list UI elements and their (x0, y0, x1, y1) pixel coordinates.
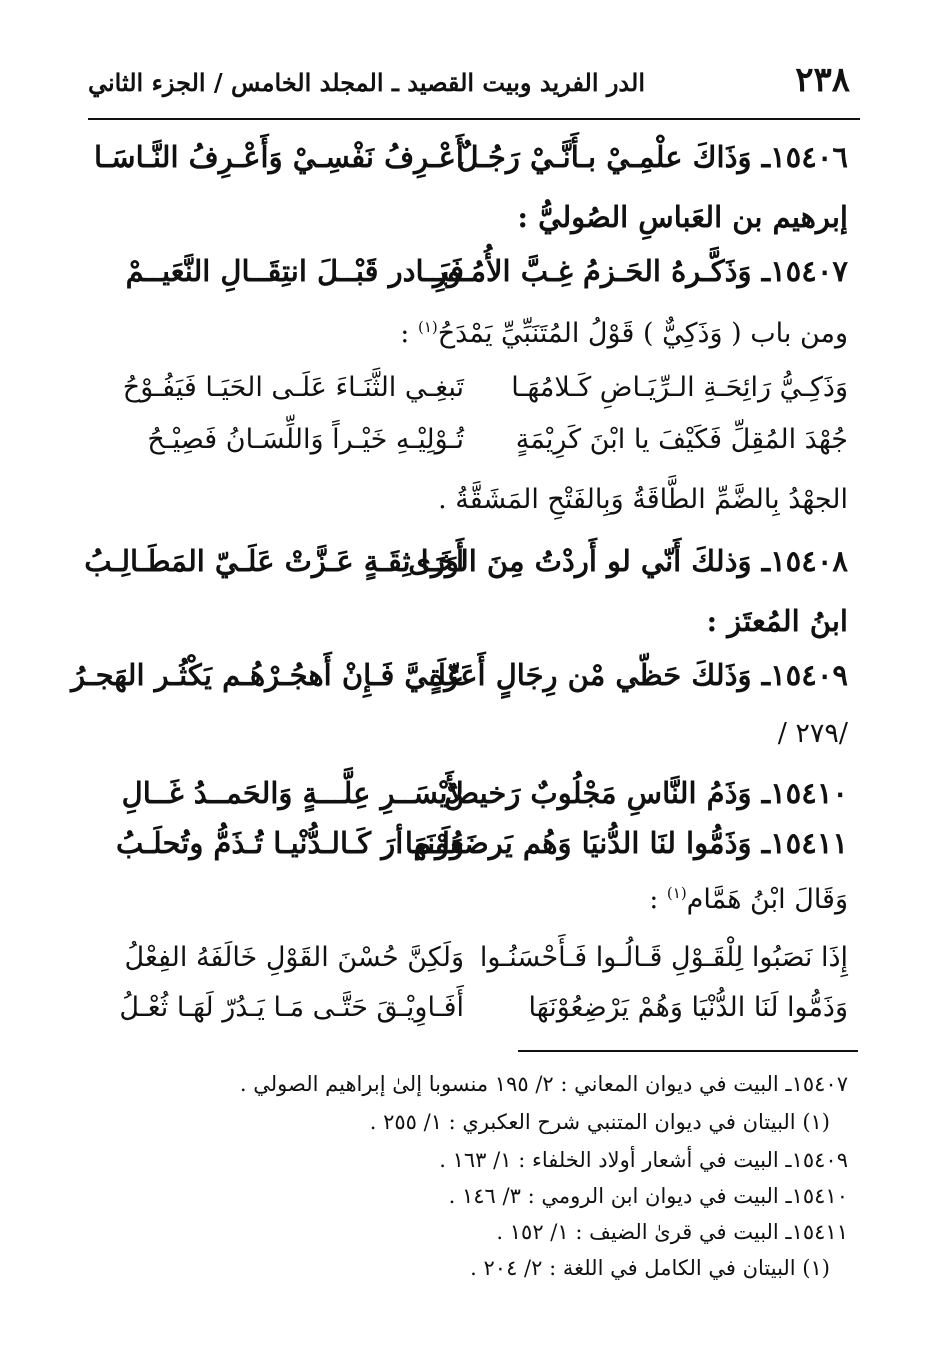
verse-first-hemistich: ١٥٤٠٨ـ وَذلكَ أَنّي لو أَردْتُ مِنَ الوَرَى (408, 544, 848, 578)
footnote-15409: ١٥٤٠٩ـ البيت في أشعار أولاد الخلفاء : ١/ ١٦٣ . (439, 1148, 848, 1172)
footnote-15411: ١٥٤١١ـ البيت في قرىٰ الضيف : ١/ ١٥٢ . (496, 1220, 848, 1244)
section-intro-colon: : (649, 884, 667, 915)
footnote-marker: (١) (417, 318, 438, 336)
section-intro-colon: : (400, 318, 418, 349)
footnote-15407: ١٥٤٠٧ـ البيت في ديوان المعاني : ٢/ ١٩٥ منسوبا إلىٰ إبراهيم الصولي . (239, 1072, 848, 1096)
header-rule (88, 118, 860, 120)
verse-first-hemistich: ١٥٤٠٦ـ وَذَاكَ علْمِـيْ بـأَنَّـيْ رَجُـلٌ (457, 140, 848, 174)
footnote-mutanabbi: (١) البيتان في ديوان المتنبي شرح العكبري : ١/ ٢٥٥ . (369, 1110, 830, 1134)
verse-second-hemistich: أَخَـا ثِقَـةٍ عَـزَّتْ عَلَـيّ المَطَـالِـبُ (84, 544, 464, 578)
verse-second-hemistich: وَلَكِنَّ حُسْنَ القَوْلِ خَالَفَهُ الفِعْلُ (124, 942, 464, 973)
verse-second-hemistich: أَعْـرِفُ نَفْسِـيْ وَأَعْـرِفُ النَّـاسَـا (93, 140, 464, 174)
footnote-rule (518, 1050, 858, 1052)
verse-second-hemistich: عَلَـيَّ فَـإِنْ أَهجُـرْهُـم يَكْثُـر الهَجـرُ (71, 658, 464, 692)
verse-second-hemistich: فَبَــادر قَبْــلَ انتِقَــالِ النَّعَيــمْ (125, 254, 464, 288)
verse-first-hemistich: وَذَمُّوا لَنَا الدُّنْيَا وَهُمْ يَرْضِعُوْنَهَا (528, 992, 848, 1023)
verse-first-hemistich: ١٥٤١٠ـ وَذَمُ النَّاسِ مَجْلُوبٌ رَخيصٌ (444, 776, 848, 810)
verse-second-hemistich: لأَيْسَــرِ عِلَّـــةٍ وَالحَمــدُ غَــالِ (121, 776, 464, 810)
poet-attribution: إبرهيم بن العَباسِ الصُوليُّ : (517, 200, 848, 234)
verse-first-hemistich: وَذَكِـيُّ رَائِحَـةِ الـرِّيَـاضِ كَـلامُهَـا (511, 372, 848, 403)
verse-second-hemistich: تَبغِـي الثَّنَـاءَ عَلَـى الحَيَـا فَيَفُـوْحُ (122, 372, 464, 403)
verse-first-hemistich: ١٥٤١١ـ وَذَمُّوا لنَا الدُّنيَا وَهُم يَرضَعُوْنَهَا (404, 826, 848, 860)
section-intro (90, 318, 848, 349)
footnote-ibn-hammam: (١) البيتان في الكامل في اللغة : ٢/ ٢٠٤ . (470, 1256, 830, 1280)
verse-second-hemistich: تُـوْلِيْـهِ خَيْـراً وَاللِّسَـانُ فَصِيْـحُ (147, 424, 464, 455)
gloss-note: الجهْدُ بِالضَّمِّ الطَّاقَةُ وَبِالفَتْحِ المَشَقَّةُ . (438, 484, 848, 515)
page-number: ٢٣٨ (795, 60, 850, 100)
page-header (88, 60, 850, 104)
manuscript-folio-marker: /٢٧٩ / (777, 718, 848, 749)
verse-first-hemistich: ١٥٤٠٧ـ وَذَكَّـرهُ الحَـزمُ غِـبَّ الأُمُـورِ (432, 254, 848, 288)
footnote-15410: ١٥٤١٠ـ البيت في ديوان ابن الرومي : ٣/ ١٤٦ . (448, 1184, 848, 1208)
verse-first-hemistich: ١٥٤٠٩ـ وَذَلكَ حَظّي مْن رِجَالٍ أَعَزّةٍ (429, 658, 848, 692)
running-title: الدر الفريد وبيت القصيد ـ المجلد الخامس / الجزء الثاني (88, 68, 646, 97)
verse-first-hemistich: جُهْدَ المُقِلِّ فَكَيْفَ يا ابْنَ كَرِيْمَةٍ (515, 424, 848, 455)
section-intro-text: ومن باب ( وَذَكِيٌّ ) قَوْلُ المُتَنَبِّيِّ يَمْدَحُ (437, 318, 848, 349)
section-intro-text: وَقَالَ ابْنُ هَمَّام (686, 884, 848, 915)
footnote-marker: (١) (666, 884, 687, 902)
poet-attribution: ابنُ المُعتَز : (706, 604, 848, 638)
verse-second-hemistich: أَفَـاوِيْـقَ حَتَّـى مَـا يَـدُرّ لَهَـا ثُعْـلُ (119, 992, 464, 1023)
verse-second-hemistich: وَلَـم أرَ كَـالـدُّنْيـا تُـذَمُّ وتُحلَـبُ (115, 826, 464, 860)
section-intro (90, 884, 848, 915)
verse-first-hemistich: إِذَا نَصَبُوا لِلْقَـوْلِ قَـالُـوا فَـأَحْسَنُـوا (479, 942, 848, 973)
